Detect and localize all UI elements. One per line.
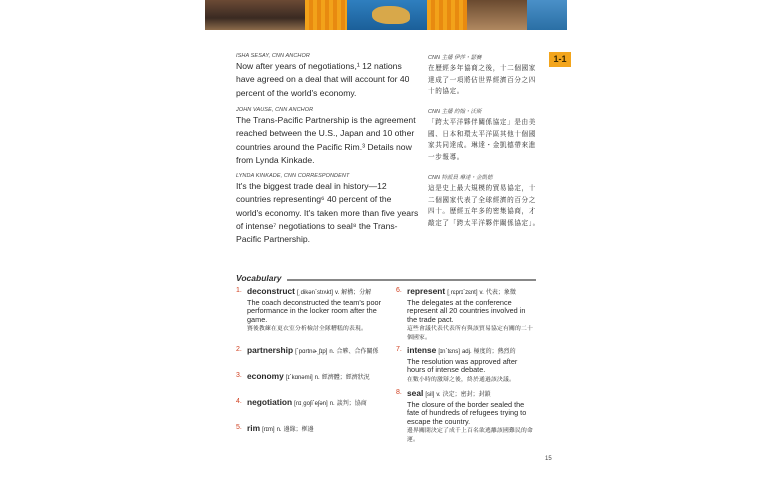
vocab-item-5 — [236, 423, 382, 435]
vocab-word: partnership — [247, 345, 294, 355]
vocab-word: economy — [247, 371, 284, 381]
vocab-definition: 經濟體；經濟狀況 — [321, 375, 370, 381]
page-number: 15 — [545, 456, 552, 462]
vocab-pos: n. — [314, 375, 320, 381]
translation-text: 在歷經多年協商之後，十二個國家達成了一項將佔世界經濟百分之四十的協定。 — [428, 65, 536, 96]
transcript-block-3 — [236, 173, 420, 246]
vocab-definition: 代表；象徵 — [485, 290, 516, 296]
vocab-word: deconstruct — [247, 286, 295, 296]
vocab-item-8 — [396, 388, 537, 445]
vocab-definition: 決定；密封；封鎖 — [442, 392, 491, 398]
vocab-number: 1. — [236, 287, 242, 294]
banner-photo-market — [467, 0, 527, 30]
vocab-example-translation: 賽後教練在更衣室分析檢討全隊糟糕的表現。 — [247, 326, 367, 333]
vocab-pos: v. — [479, 290, 484, 296]
speaker-label: ISHA SESAY, CNN ANCHOR — [236, 53, 310, 59]
vocab-definition: 合夥、合作關係 — [336, 349, 379, 355]
banner-photo-sky — [527, 0, 567, 30]
vocab-pronunciation: [ˌdikənˋstrʌkt] — [296, 290, 333, 296]
speaker-label: LYNDA KINKADE, CNN CORRESPONDENT — [236, 173, 350, 179]
translation-block-1 — [428, 53, 540, 98]
vocab-item-2 — [236, 345, 382, 357]
vocab-example: The resolution was approved after hours of intense debate. — [407, 356, 518, 375]
vocab-pos: n. — [329, 401, 335, 407]
vocab-pronunciation: [ˌrɛprɪˋzɛnt] — [447, 290, 478, 296]
vocab-word: rim — [247, 423, 261, 433]
transcript-text: Now after years of negotiations,¹ 12 nations have agreed on a deal that will account for 40 percent of the world's economy. — [236, 61, 410, 98]
banner-photo-people — [205, 0, 305, 30]
vocab-example-translation: 這些會議代表代表所有與該貿易協定有關的二十個國家。 — [407, 326, 533, 341]
banner-pattern — [305, 0, 347, 30]
zh-speaker-label: CNN 主播 約翰・沃斯 — [428, 109, 482, 115]
transcript-block-2 — [236, 107, 420, 167]
vocabulary-title: Vocabulary — [236, 273, 282, 283]
speaker-label: JOHN VAUSE, CNN ANCHOR — [236, 107, 314, 113]
transcript-text: It's the biggest trade deal in history—12 countries representing⁶ 40 percent of the world's economy. It's taken more than five years of intense⁷ negotiations to seal⁸ the Trans-Pacific Partnership. — [236, 181, 419, 245]
vocab-item-4 — [236, 397, 382, 409]
translation-text: 「跨太平洋夥伴關係協定」是由美國、日本和環太平洋區其他十個國家共同達成。琳達・金凱德帶來進一步報導。 — [428, 119, 536, 161]
zh-speaker-label: CNN 主播 伊莎・瑟賽 — [428, 55, 482, 61]
vocab-pos: v. — [335, 290, 340, 296]
vocab-number: 3. — [236, 372, 242, 379]
vocab-word: seal — [407, 388, 424, 398]
vocab-pronunciation: [sil] — [425, 392, 435, 398]
vocab-pronunciation: [ɪˋkɑnəmi] — [285, 375, 313, 381]
vocab-number: 7. — [396, 346, 402, 353]
lesson-tab: 1-1 — [549, 52, 571, 67]
translation-block-3 — [428, 173, 540, 229]
vocabulary-divider — [287, 279, 536, 281]
vocab-number: 2. — [236, 346, 242, 353]
banner-pattern — [427, 0, 467, 30]
vocab-item-7 — [396, 345, 537, 384]
vocab-word: represent — [407, 286, 446, 296]
vocab-example-translation: 在數小時的激辯之後，終於通過該決議。 — [407, 376, 515, 383]
vocab-word: intense — [407, 345, 437, 355]
vocab-number: 6. — [396, 287, 402, 294]
vocab-number: 4. — [236, 398, 242, 405]
vocab-pronunciation: [ˋpɑrtnɚˌʃɪp] — [295, 349, 328, 355]
vocab-word: negotiation — [247, 397, 293, 407]
vocab-definition: 極度的；熱烈的 — [473, 349, 516, 355]
header-photo-banner — [205, 0, 567, 30]
vocab-pronunciation: [nɪˌgoʃiˋeʃən] — [294, 401, 328, 407]
vocab-item-6 — [396, 286, 537, 343]
vocab-pos: n. — [329, 349, 335, 355]
vocab-pos: n. — [276, 427, 282, 433]
vocab-example: The closure of the border sealed the fate of hundreds of refugees trying to escape the country. — [407, 399, 527, 426]
vocab-definition: 邊緣；框邊 — [283, 427, 314, 433]
vocab-item-3 — [236, 371, 382, 383]
vocab-example: The delegates at the conference represent all 20 countries involved in the trade pact. — [407, 297, 526, 324]
vocab-definition: 談判；協商 — [336, 401, 367, 407]
vocab-pronunciation: [ɪnˋtɛns] — [438, 349, 460, 355]
vocab-item-1 — [236, 286, 382, 334]
transcript-block-1 — [236, 53, 420, 100]
vocab-definition: 解構；分解 — [341, 290, 372, 296]
vocab-number: 5. — [236, 424, 242, 431]
vocab-number: 8. — [396, 389, 402, 396]
translation-block-2 — [428, 107, 540, 163]
vocab-example-translation: 邊界關閉決定了成千上百名欲逃離該國難民的命運。 — [407, 428, 533, 443]
transcript-text: The Trans-Pacific Partnership is the agreement reached between the U.S., Japan and 10 other countries around the Pacific Rim.³ Details now from Lynda Kinkade. — [236, 115, 416, 165]
zh-speaker-label: CNN 特派員 琳達・金凱德 — [428, 175, 493, 181]
vocab-pronunciation: [rɪm] — [262, 427, 275, 433]
translation-text: 這是史上最大規模的貿易協定，十二個國家代表了全球經濟的百分之四十。歷經五年多的密集協商，才敲定了「跨太平洋夥伴關係協定」。 — [428, 185, 540, 227]
banner-map — [347, 0, 427, 30]
vocab-pos: v. — [436, 392, 441, 398]
vocab-example: The coach deconstructed the team's poor performance in the locker room after the game. — [247, 297, 382, 324]
vocab-pos: adj. — [461, 349, 472, 355]
